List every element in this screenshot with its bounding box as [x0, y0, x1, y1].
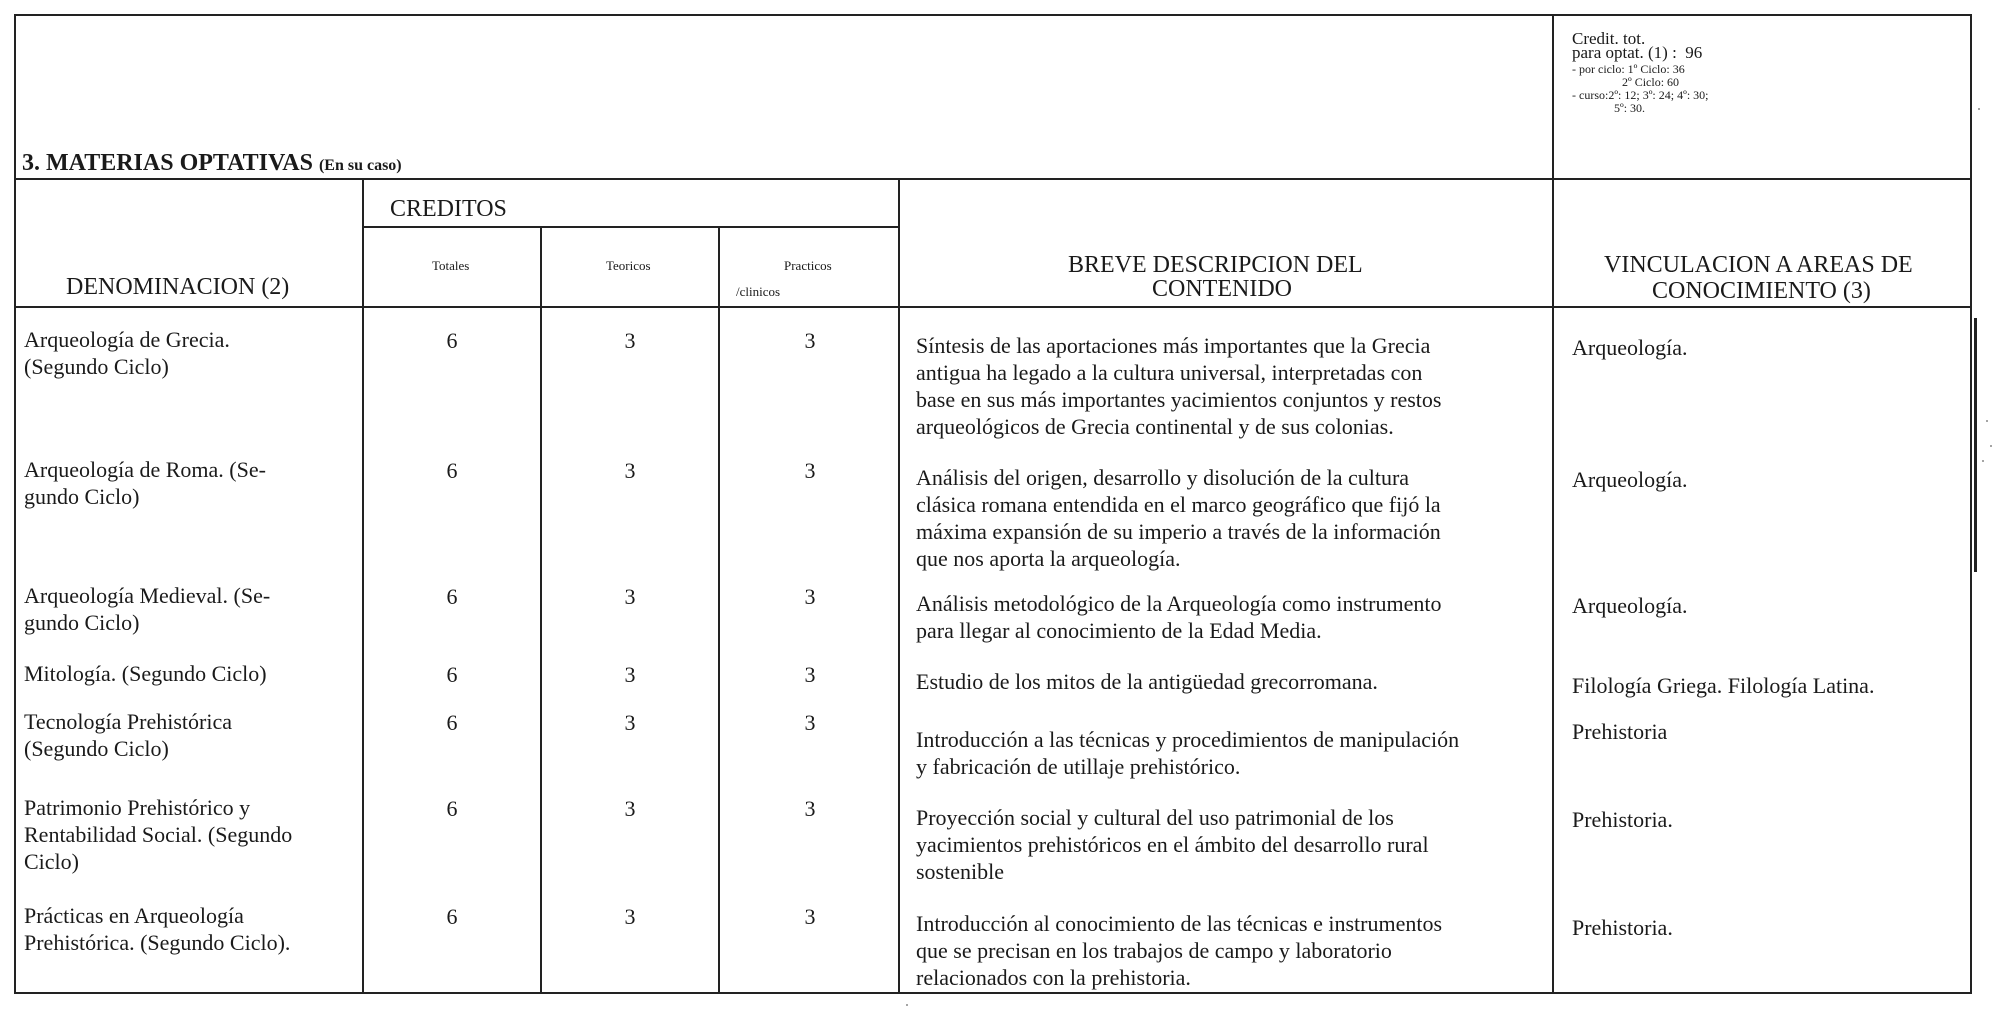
row-area: Prehistoria.: [1572, 915, 1673, 940]
credit-box-line-6: 5º: 30.: [1614, 101, 1646, 115]
scan-speck: [906, 1004, 908, 1006]
row-area: Prehistoria: [1572, 719, 1668, 744]
table-right-border: [1970, 14, 1972, 994]
header-teoricos: Teoricos: [606, 258, 651, 273]
row-descripcion: Síntesis de las aportaciones más importantes que la Grecia antigua ha legado a la cultura universal, interpretadas con base en sus más importantes yacimientos conjuntos y restos arqueológicos de Grecia continental y de sus colonias.: [916, 333, 1442, 439]
row-practicos: 3: [804, 584, 816, 609]
row-totales: 6: [446, 904, 458, 929]
row-teoricos: 3: [624, 796, 636, 821]
credit-box-line-2: para optat. (1) : 96: [1572, 43, 1703, 62]
column-header-divider: [14, 306, 1972, 308]
row-totales: 6: [446, 796, 458, 821]
row-area: Arqueología.: [1572, 467, 1688, 492]
column-divider-practicos: [718, 226, 720, 994]
header-practicos: Practicos: [784, 258, 832, 273]
row-totales: 6: [446, 458, 458, 483]
scan-speck: [1990, 445, 1992, 447]
scan-speck: [1982, 460, 1984, 462]
column-divider-descripcion: [898, 178, 900, 994]
column-divider-vinculacion: [1552, 14, 1554, 994]
credit-box-line-5: - curso:2º: 12; 3º: 24; 4º: 30;: [1572, 88, 1709, 102]
row-totales: 6: [446, 328, 458, 353]
row-area: Arqueología.: [1572, 335, 1688, 360]
credit-box-line-4: 2º Ciclo: 60: [1622, 75, 1680, 89]
header-vinculacion-line-1: VINCULACION A AREAS DE: [1604, 252, 1913, 278]
credit-box-line-3: - por ciclo: 1º Ciclo: 36: [1572, 62, 1685, 76]
section-subtitle: (En su caso): [318, 157, 402, 174]
row-teoricos: 3: [624, 458, 636, 483]
row-descripcion: Introducción a las técnicas y procedimientos de manipulación y fabricación de utillaje prehistórico.: [916, 727, 1460, 779]
header-creditos: CREDITOS: [390, 196, 507, 222]
header-totales: Totales: [432, 258, 470, 273]
row-denominacion: Patrimonio Prehistórico y Rentabilidad Social. (Segundo Ciclo): [24, 795, 293, 874]
creditos-divider: [362, 226, 900, 228]
header-descripcion-line-1: BREVE DESCRIPCION DEL: [1068, 252, 1363, 278]
row-practicos: 3: [804, 458, 816, 483]
row-denominacion: Mitología. (Segundo Ciclo): [24, 661, 267, 686]
header-descripcion-line-2: CONTENIDO: [1152, 276, 1292, 302]
row-area: Filología Griega. Filología Latina.: [1572, 673, 1875, 698]
credit-box-line-1: Credit. tot.: [1572, 29, 1646, 48]
row-descripcion: Análisis metodológico de la Arqueología como instrumento para llegar al conocimiento de la Edad Media.: [916, 591, 1442, 643]
row-denominacion: Arqueología de Grecia. (Segundo Ciclo): [24, 327, 230, 379]
header-clinicos: /clinicos: [736, 284, 781, 299]
header-denominacion: DENOMINACION (2): [66, 274, 290, 300]
row-area: Arqueología.: [1572, 593, 1688, 618]
row-teoricos: 3: [624, 328, 636, 353]
row-teoricos: 3: [624, 904, 636, 929]
scan-speck: [1986, 420, 1988, 422]
column-divider-creditos: [362, 178, 364, 994]
row-practicos: 3: [804, 328, 816, 353]
table-bottom-border: [14, 992, 1972, 994]
row-descripcion: Proyección social y cultural del uso patrimonial de los yacimientos prehistóricos en el ámbito del desarrollo rural sostenible: [916, 805, 1429, 884]
table-top-border: [14, 14, 1972, 16]
row-totales: 6: [446, 584, 458, 609]
row-denominacion: Tecnología Prehistórica (Segundo Ciclo): [24, 709, 233, 761]
table-left-border: [14, 14, 16, 994]
row-teoricos: 3: [624, 662, 636, 687]
scan-speck: [1978, 108, 1980, 110]
column-divider-teoricos: [540, 226, 542, 994]
row-totales: 6: [446, 662, 458, 687]
row-descripcion: Estudio de los mitos de la antigüedad grecorromana.: [916, 669, 1378, 694]
row-denominacion: Prácticas en Arqueología Prehistórica. (Segundo Ciclo).: [24, 903, 291, 955]
header-vinculacion-line-2: CONOCIMIENTO (3): [1652, 278, 1871, 304]
row-denominacion: Arqueología Medieval. (Se- gundo Ciclo): [24, 583, 271, 635]
header-divider: [14, 178, 1972, 180]
row-descripcion: Introducción al conocimiento de las técnicas e instrumentos que se precisan en los trabajos de campo y laboratorio relacionados con la prehistoria.: [916, 911, 1443, 990]
row-teoricos: 3: [624, 584, 636, 609]
margin-mark: [1974, 318, 1977, 572]
row-descripcion: Análisis del origen, desarrollo y disolución de la cultura clásica romana entendida en el marco geográfico que fijó la máxima expansión de su imperio a través de la información que nos aporta la arqueología.: [916, 465, 1441, 571]
row-practicos: 3: [804, 710, 816, 735]
row-area: Prehistoria.: [1572, 807, 1673, 832]
row-practicos: 3: [804, 796, 816, 821]
row-denominacion: Arqueología de Roma. (Se- gundo Ciclo): [24, 457, 266, 509]
section-title: 3. MATERIAS OPTATIVAS (En su caso): [22, 150, 402, 176]
row-totales: 6: [446, 710, 458, 735]
row-practicos: 3: [804, 904, 816, 929]
row-teoricos: 3: [624, 710, 636, 735]
row-practicos: 3: [804, 662, 816, 687]
